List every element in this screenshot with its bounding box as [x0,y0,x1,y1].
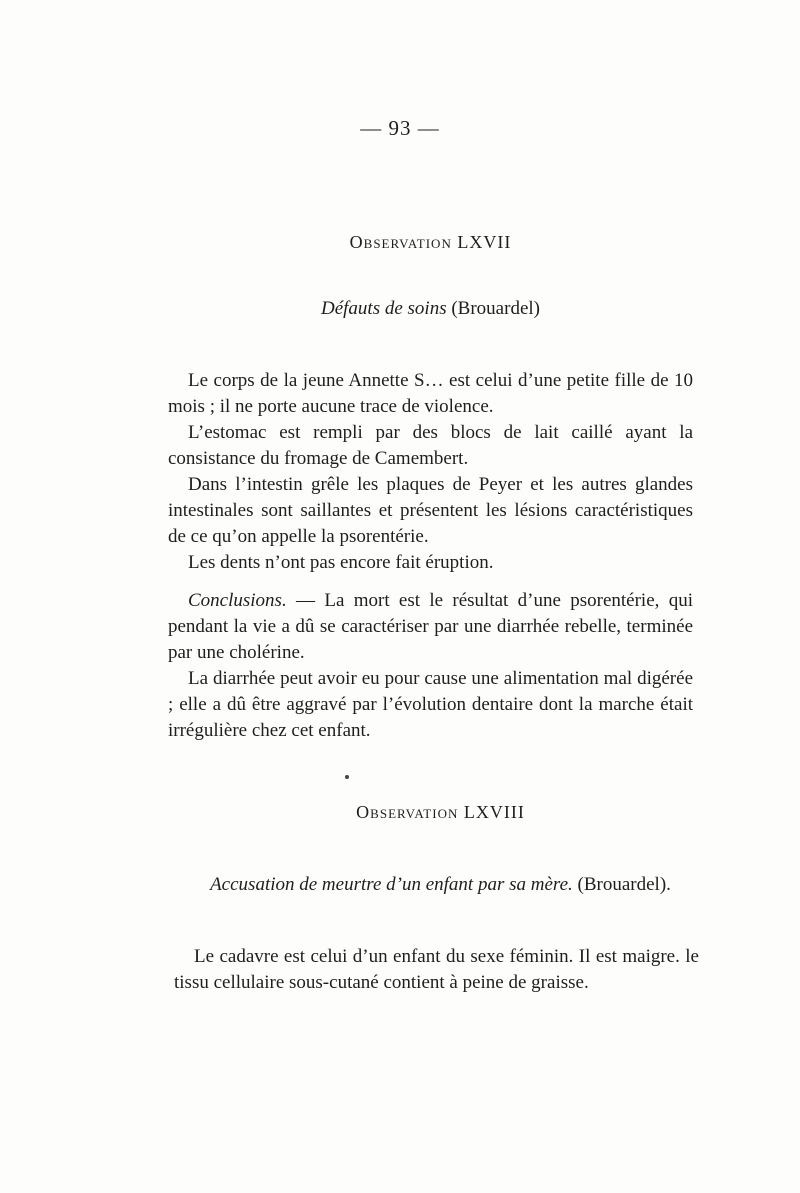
ink-speck [345,775,349,779]
observation-68-body [174,944,699,996]
observation-68-subtitle-title: Accusation de meurtre d’un enfant par sa mère. [210,874,573,895]
observation-67-subtitle-title: Défauts de soins [321,298,447,319]
observation-67-conclusions [168,588,693,744]
observation-68-subtitle [178,874,703,896]
conclusions-label: Conclusions. [188,590,287,611]
conclusions-paragraph-1 [168,588,693,666]
observation-68-heading: Observation LXVIII [356,802,525,822]
conclusions-text: — La mort est le résultat d’une psorentérie, qui pendant la vie a dû se caractériser par une diarrhée rebelle, terminée par une cholérine. [168,590,693,663]
observation-67-subtitle [168,298,693,320]
observation-67-heading: Observation LXVII [349,232,512,252]
observation-67-paragraph-1: Le corps de la jeune Annette S… est celui d’une petite fille de 10 mois ; il ne porte aucune trace de violence. [168,370,693,417]
observation-68-paragraph-1: Le cadavre est celui d’un enfant du sexe féminin. Il est maigre. le tissu cellulaire sous-cutané contient à peine de graisse. [174,946,699,993]
observation-68-subtitle-author: (Brouardel). [572,874,671,895]
conclusions-paragraph-2: La diarrhée peut avoir eu pour cause une alimentation mal digérée ; elle a dû être aggravé par l’évolution dentaire dont la marche était irrégulière chez cet enfant. [168,668,693,741]
observation-67-body [168,368,693,576]
page-number: — 93 — [360,116,440,140]
observation-67-paragraph-3: Dans l’intestin grêle les plaques de Peyer et les autres glandes intestinales sont saillantes et présentent les lésions caractéristiques de ce qu’on appelle la psorentérie. [168,474,693,547]
observation-67-paragraph-2: L’estomac est rempli par des blocs de lait caillé ayant la consistance du fromage de Camembert. [168,422,693,469]
observation-67-paragraph-4: Les dents n’ont pas encore fait éruption. [188,552,494,573]
observation-67-subtitle-author: (Brouardel) [446,298,540,319]
